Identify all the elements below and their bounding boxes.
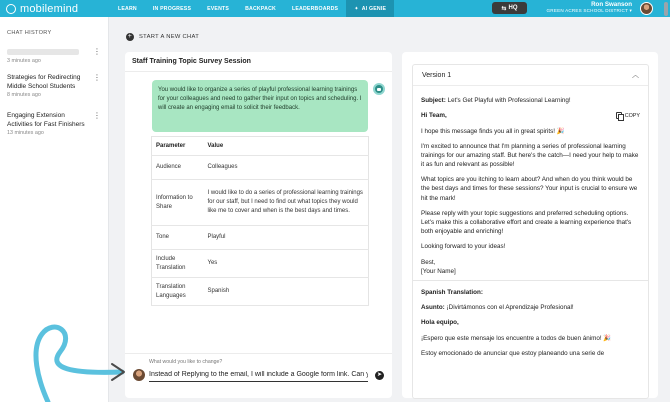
user-district: GREEN ACRES SCHOOL DISTRICT ▾ bbox=[546, 8, 632, 13]
version-header[interactable] bbox=[413, 65, 648, 86]
user-info[interactable] bbox=[547, 1, 632, 14]
chat-history-item[interactable] bbox=[0, 73, 109, 98]
divider bbox=[413, 280, 648, 281]
chat-time: 8 minutes ago bbox=[7, 92, 41, 98]
plus-icon: + bbox=[127, 33, 133, 40]
nav-ai-genie-label: AI GENIE bbox=[361, 5, 387, 12]
start-new-chat-label: START A NEW CHAT bbox=[139, 34, 200, 40]
send-icon[interactable]: ➤ bbox=[376, 372, 383, 378]
hola: Hola equipo, bbox=[421, 319, 459, 327]
value-cell: Colleagues bbox=[204, 156, 369, 180]
session-title: Staff Training Topic Survey Session bbox=[125, 52, 392, 72]
param-cell: Information to Share bbox=[152, 180, 204, 226]
chevron-up-icon[interactable]: ︿ bbox=[632, 72, 639, 79]
message-composer bbox=[125, 353, 392, 398]
user-name: Ron Swanson bbox=[591, 1, 632, 8]
assistant-message: You would like to organize a series of playful professional learning trainings for your colleagues and need to gather their input on topics and scheduling. I will create an engaging email to solicit their feedback. bbox=[152, 80, 368, 132]
nav-backpack[interactable]: BACKPACK bbox=[245, 5, 276, 12]
chat-history-title: CHAT HISTORY bbox=[7, 30, 52, 36]
table-row bbox=[152, 278, 369, 306]
col-value: Value bbox=[204, 137, 369, 156]
table-row bbox=[152, 226, 369, 250]
email-paragraph: Please reply with your topic suggestions and preferred scheduling options. Let's make this a collaborative effort and create a learning experience that's both enjoyable and enriching! bbox=[421, 209, 632, 235]
greeting: Hi Team, bbox=[421, 112, 447, 120]
ai-genie-icon bbox=[373, 83, 385, 95]
chevron-down-icon: ▾ bbox=[629, 8, 632, 13]
more-options-icon[interactable]: ⋮ bbox=[93, 73, 101, 82]
chat-title: Engaging Extension Activities for Fast Finishers bbox=[7, 112, 85, 128]
chat-history-item[interactable] bbox=[0, 111, 109, 136]
col-parameter: Parameter bbox=[152, 137, 204, 156]
table-row bbox=[152, 250, 369, 278]
table-row bbox=[152, 180, 369, 226]
value-cell: I would like to do a series of professional learning trainings for our staff, but I need to find out what topics they would like me to cover and when is the best days and times. bbox=[204, 180, 369, 226]
param-cell: Translation Languages bbox=[152, 278, 204, 306]
email-paragraph: I hope this message finds you all in great spirits! 🎉 bbox=[421, 127, 565, 135]
param-cell: Include Translation bbox=[152, 250, 204, 278]
nav-events[interactable]: EVENTS bbox=[207, 5, 230, 12]
user-avatar[interactable] bbox=[640, 2, 653, 15]
nav-leaderboards[interactable]: LEADERBOARDS bbox=[291, 5, 339, 12]
table-header-row bbox=[152, 137, 369, 156]
nav-learn[interactable]: LEARN bbox=[118, 5, 137, 12]
change-request-input[interactable] bbox=[149, 368, 368, 382]
chat-history-sidebar bbox=[0, 17, 109, 402]
value-cell: Spanish bbox=[204, 278, 369, 306]
email-paragraph: Looking forward to your ideas! bbox=[421, 243, 506, 251]
chat-title-placeholder bbox=[7, 49, 79, 55]
value-cell: Playful bbox=[204, 226, 369, 250]
spanish-paragraph: Estoy emocionado de anunciar que estoy planeando una serie de bbox=[421, 349, 605, 357]
copy-icon bbox=[616, 112, 622, 119]
signoff: Best, bbox=[421, 258, 436, 266]
chat-panel bbox=[125, 52, 392, 398]
chat-time: 13 minutes ago bbox=[7, 130, 44, 136]
genie-icon: ✦ bbox=[354, 5, 359, 12]
nav-ai-genie[interactable] bbox=[346, 0, 394, 17]
user-avatar bbox=[133, 369, 145, 381]
main-nav bbox=[110, 0, 394, 17]
more-options-icon[interactable]: ⋮ bbox=[93, 111, 101, 120]
spanish-paragraph: ¡Espero que este mensaje los encuentre a todos de buen ánimo! 🎉 bbox=[421, 334, 612, 342]
swap-icon: ⇆ bbox=[501, 5, 507, 12]
version-card bbox=[412, 64, 649, 399]
more-options-icon[interactable]: ⋮ bbox=[93, 47, 101, 56]
asunto-text: ¡Divirtámonos con el Aprendizaje Profesional! bbox=[446, 304, 574, 311]
version-label: Version 1 bbox=[422, 71, 452, 79]
input-label: What would you like to change? bbox=[149, 359, 223, 365]
chat-time: 3 minutes ago bbox=[7, 58, 41, 64]
top-nav-bar bbox=[0, 0, 670, 17]
param-cell: Audience bbox=[152, 156, 204, 180]
email-paragraph: What topics are you itching to learn about? And when do you think would be the best days and times for these sessions? Your input is crucial to ensure we hit the mark! bbox=[421, 176, 638, 202]
subject-label: Subject: bbox=[421, 97, 446, 104]
hq-button[interactable] bbox=[492, 2, 527, 14]
subject-text: Let's Get Playful with Professional Learning! bbox=[447, 97, 571, 104]
hq-label: HQ bbox=[508, 5, 518, 11]
translation-heading: Spanish Translation: bbox=[421, 288, 483, 296]
table-row bbox=[152, 156, 369, 180]
value-cell: Yes bbox=[204, 250, 369, 278]
mobilemind-logo[interactable] bbox=[6, 3, 110, 15]
start-new-chat-button[interactable] bbox=[126, 33, 199, 41]
chat-title: Strategies for Redirecting Middle School Students bbox=[7, 74, 81, 90]
nav-in-progress[interactable]: IN PROGRESS bbox=[152, 5, 192, 12]
logo-icon bbox=[6, 4, 16, 14]
signature: [Your Name] bbox=[421, 267, 456, 275]
email-paragraph: I'm excited to announce that I'm planning a series of professional learning trainings for our amazing staff. But here's the catch—I need your help to make it as fun and relevant as possible! bbox=[421, 142, 639, 169]
email-body bbox=[413, 86, 648, 358]
logo-text: mobilemind bbox=[20, 2, 79, 15]
output-panel bbox=[402, 52, 658, 398]
param-cell: Tone bbox=[152, 226, 204, 250]
copy-label: COPY bbox=[624, 112, 640, 119]
asunto-label: Asunto: bbox=[421, 304, 445, 311]
chat-history-item[interactable] bbox=[0, 47, 109, 64]
copy-button[interactable] bbox=[616, 112, 640, 119]
scrollbar-thumb[interactable] bbox=[664, 2, 668, 16]
parameter-table bbox=[151, 136, 369, 306]
